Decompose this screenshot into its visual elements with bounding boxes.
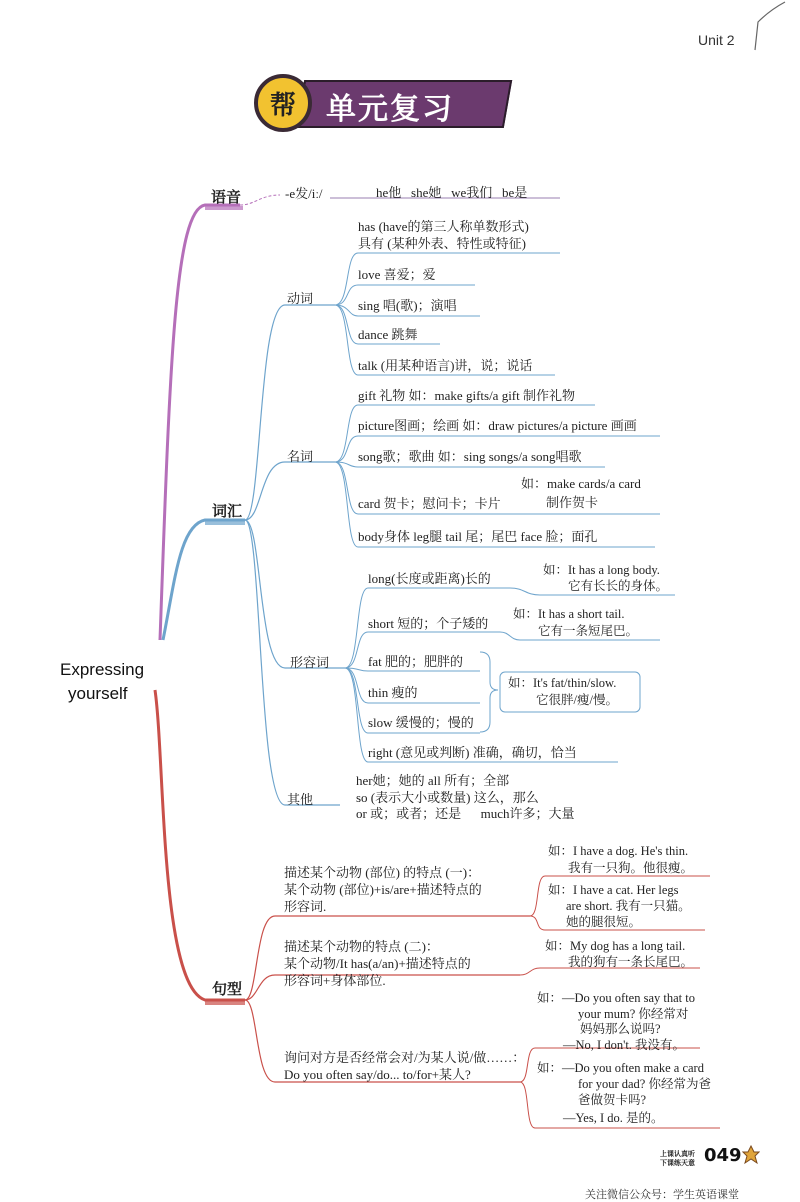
adj-thin: thin 瘦的 [368, 685, 418, 700]
footer-slogan [660, 1150, 695, 1168]
s2-line3: 形容词+身体部位. [284, 973, 386, 988]
s3-line2: Do you often say/do... to/for+某人? [284, 1067, 471, 1082]
verb-has-2: 具有 (某种外表、特性或特征) [358, 236, 526, 251]
sentences-label: 句型 [212, 980, 243, 998]
s2-eg1-line2: 我的狗有一条长尾巴。 [568, 955, 694, 969]
footer-slogan-line2: 下课练天意 [660, 1159, 695, 1167]
s3-eg2-line2: for your dad? 你经常为爸 [578, 1077, 711, 1091]
s3-eg2-line4: —Yes, I do. 是的。 [563, 1111, 664, 1125]
s2-eg1-line1: 如：My dog has a long tail. [545, 939, 686, 953]
others-line3: or 或；或者；还是 much许多；大量 [356, 806, 575, 821]
adjs-label: 形容词 [290, 656, 330, 671]
s2-line2: 某个动物/It has(a/an)+描述特点的 [284, 956, 471, 971]
s3-eg1-line4: —No, I don't. 我没有。 [563, 1038, 686, 1052]
mascot-icon [742, 1145, 760, 1165]
s1-eg1-line2: 我有一只狗。他很瘦。 [568, 861, 694, 875]
noun-card-eg2: 制作贺卡 [546, 495, 599, 510]
s3-line1: 询问对方是否经常会对/为某人说/做……： [284, 1050, 526, 1065]
noun-card-eg1: 如：make cards/a card [521, 476, 641, 491]
others-line2: so (表示大小或数量) 这么，那么 [356, 790, 539, 805]
pron-words: he他 she她 we我们 be是 [376, 185, 528, 200]
verb-dance: dance 跳舞 [358, 327, 418, 342]
pron-label: 语音 [211, 188, 242, 206]
adj-fts-eg1: 如：It's fat/thin/slow. [508, 676, 617, 690]
footer-slogan-line1: 上课认真听 [660, 1150, 695, 1158]
noun-body: body身体 leg腿 tail 尾；尾巴 face 脸；面孔 [358, 529, 598, 544]
s1-line3: 形容词. [284, 899, 327, 914]
s3-eg2-line1: 如：—Do you often make a card [537, 1061, 704, 1075]
verb-love: love 喜爱；爱 [358, 267, 436, 282]
adj-long: long(长度或距离)长的 [368, 571, 491, 586]
s1-eg2-line2: are short. 我有一只猫。 [566, 899, 691, 913]
vocab-label: 词汇 [212, 502, 243, 520]
page-number: 049 [704, 1145, 742, 1166]
s3-eg1-line1: 如：—Do you often say that to [537, 991, 695, 1005]
others-line1: her她；她的 all 所有；全部 [356, 773, 510, 788]
banner-badge-text: 帮 [269, 90, 296, 121]
noun-picture: picture图画；绘画 如：draw pictures/a picture 画画 [358, 418, 637, 433]
adj-right: right (意见或判断) 准确，确切，恰当 [368, 745, 577, 760]
adj-short-eg1: 如：It has a short tail. [513, 607, 625, 621]
verb-talk: talk (用某种语言)讲，说；说话 [358, 358, 533, 373]
s3-eg1-line3: 妈妈那么说吗? [580, 1022, 661, 1036]
unit-label: Unit 2 [698, 32, 735, 48]
verb-has-1: has (have的第三人称单数形式) [358, 219, 529, 234]
verb-sing: sing 唱(歌)；演唱 [358, 298, 457, 313]
banner-title: 单元复习 [326, 92, 454, 127]
s1-line1: 描述某个动物 (部位) 的特点 (一)： [284, 865, 481, 880]
s2-line1: 描述某个动物的特点 (二)： [284, 939, 439, 954]
noun-card: card 贺卡；慰问卡；卡片 [358, 496, 501, 511]
s1-eg1-line1: 如：I have a dog. He's thin. [548, 844, 689, 858]
adj-slow: slow 缓慢的；慢的 [368, 715, 474, 730]
adj-short: short 短的；个子矮的 [368, 616, 489, 631]
s1-eg2-line1: 如：I have a cat. Her legs [548, 883, 679, 897]
others-label: 其他 [287, 793, 314, 808]
banner-badge [254, 74, 312, 132]
adj-long-eg2: 它有长长的身体。 [568, 579, 669, 593]
footer-credit: 关注微信公众号：学生英语课堂 [585, 1188, 739, 1201]
adj-short-eg2: 它有一条短尾巴。 [538, 624, 639, 638]
adj-fat: fat 肥的；肥胖的 [368, 654, 463, 669]
s1-line2: 某个动物 (部位)+is/are+描述特点的 [284, 882, 482, 897]
center-title-line1: Expressing [60, 660, 145, 679]
nouns-label: 名词 [287, 450, 314, 465]
s3-eg2-line3: 爸做贺卡吗? [578, 1093, 647, 1107]
center-title-line2: yourself [68, 684, 128, 703]
noun-gift: gift 礼物 如：make gifts/a gift 制作礼物 [358, 388, 576, 403]
adj-long-eg1: 如：It has a long body. [543, 563, 660, 577]
adj-fts-eg2: 它很胖/瘦/慢。 [536, 693, 618, 707]
pron-rule: -e发/iː/ [285, 186, 323, 201]
verbs-label: 动词 [287, 292, 314, 307]
s3-eg1-line2: your mum? 你经常对 [578, 1007, 689, 1021]
noun-song: song歌；歌曲 如：sing songs/a song唱歌 [358, 449, 582, 464]
s1-eg2-line3: 她的腿很短。 [566, 915, 642, 929]
